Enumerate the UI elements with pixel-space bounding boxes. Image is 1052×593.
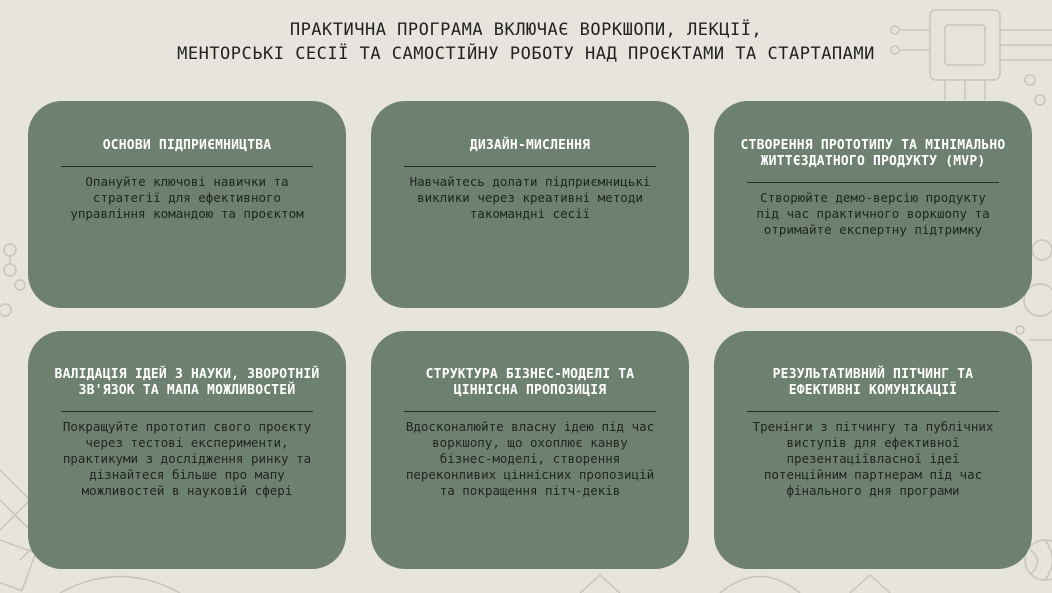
page-title	[0, 18, 1052, 66]
page-title-line2: МЕНТОРСЬКІ СЕСІЇ ТА САМОСТІЙНУ РОБОТУ НАД ПРОЄКТАМИ ТА СТАРТАПАМИ	[177, 44, 875, 64]
page-title-line1: ПРАКТИЧНА ПРОГРАМА ВКЛЮЧАЄ ВОРКШОПИ, ЛЕКЦІЇ,	[289, 20, 763, 40]
card-business-model	[371, 331, 689, 569]
card-title: ДИЗАЙН-МИСЛЕННЯ	[469, 138, 591, 153]
card-divider	[61, 166, 313, 167]
card-description: Створюйте демо-версію продукту під час практичного воркшопу та отримайте експертну підтримку	[756, 190, 990, 237]
card-description: Опануйте ключові навички та стратегії для ефективного управління командою та проєктом	[70, 174, 304, 221]
card-idea-validation	[28, 331, 346, 569]
card-description: Навчайтесь долати підприємницькі виклики через креативні методи такомандні сесії	[409, 174, 651, 221]
card-design-thinking	[371, 101, 689, 308]
card-description: Покращуйте прототип свого проєкту через тестові експерименти, практикуми з дослідження ринку та дізнайтеся більше про мапу можливостей в науковій сфері	[62, 419, 312, 498]
card-divider	[404, 166, 656, 167]
card-title: ВАЛІДАЦІЯ ІДЕЙ З НАУКИ, ЗВОРОТНІЙ ЗВ'ЯЗОК ТА МАПА МОЖЛИВОСТЕЙ	[54, 367, 320, 398]
card-divider	[61, 411, 313, 412]
card-title: ОСНОВИ ПІДПРИЄМНИЦТВА	[102, 138, 272, 153]
card-title: СТРУКТУРА БІЗНЕС-МОДЕЛІ ТА ЦІННІСНА ПРОПОЗИЦІЯ	[425, 367, 635, 398]
card-entrepreneurship-basics	[28, 101, 346, 308]
card-description: Тренінги з пітчингу та публічних виступів для ефективної презентаціївласної ідеї потенційним партнерам під час фінального дня програми	[752, 419, 994, 498]
card-divider	[404, 411, 656, 412]
card-pitching	[714, 331, 1032, 569]
card-divider	[747, 182, 999, 183]
card-prototype-mvp	[714, 101, 1032, 308]
card-title: СТВОРЕННЯ ПРОТОТИПУ ТА МІНІМАЛЬНО ЖИТТЄЗДАТНОГО ПРОДУКТУ (MVP)	[740, 138, 1006, 169]
card-divider	[747, 411, 999, 412]
card-title: РЕЗУЛЬТАТИВНИЙ ПІТЧИНГ ТА ЕФЕКТИВНІ КОМУНІКАЦІЇ	[772, 367, 974, 398]
card-description: Вдосконалюйте власну ідею під час воркшопу, що охоплює канву бізнес-моделі, створення переконливих ціннісних пропозицій та покращення пітч-деків	[405, 419, 655, 498]
